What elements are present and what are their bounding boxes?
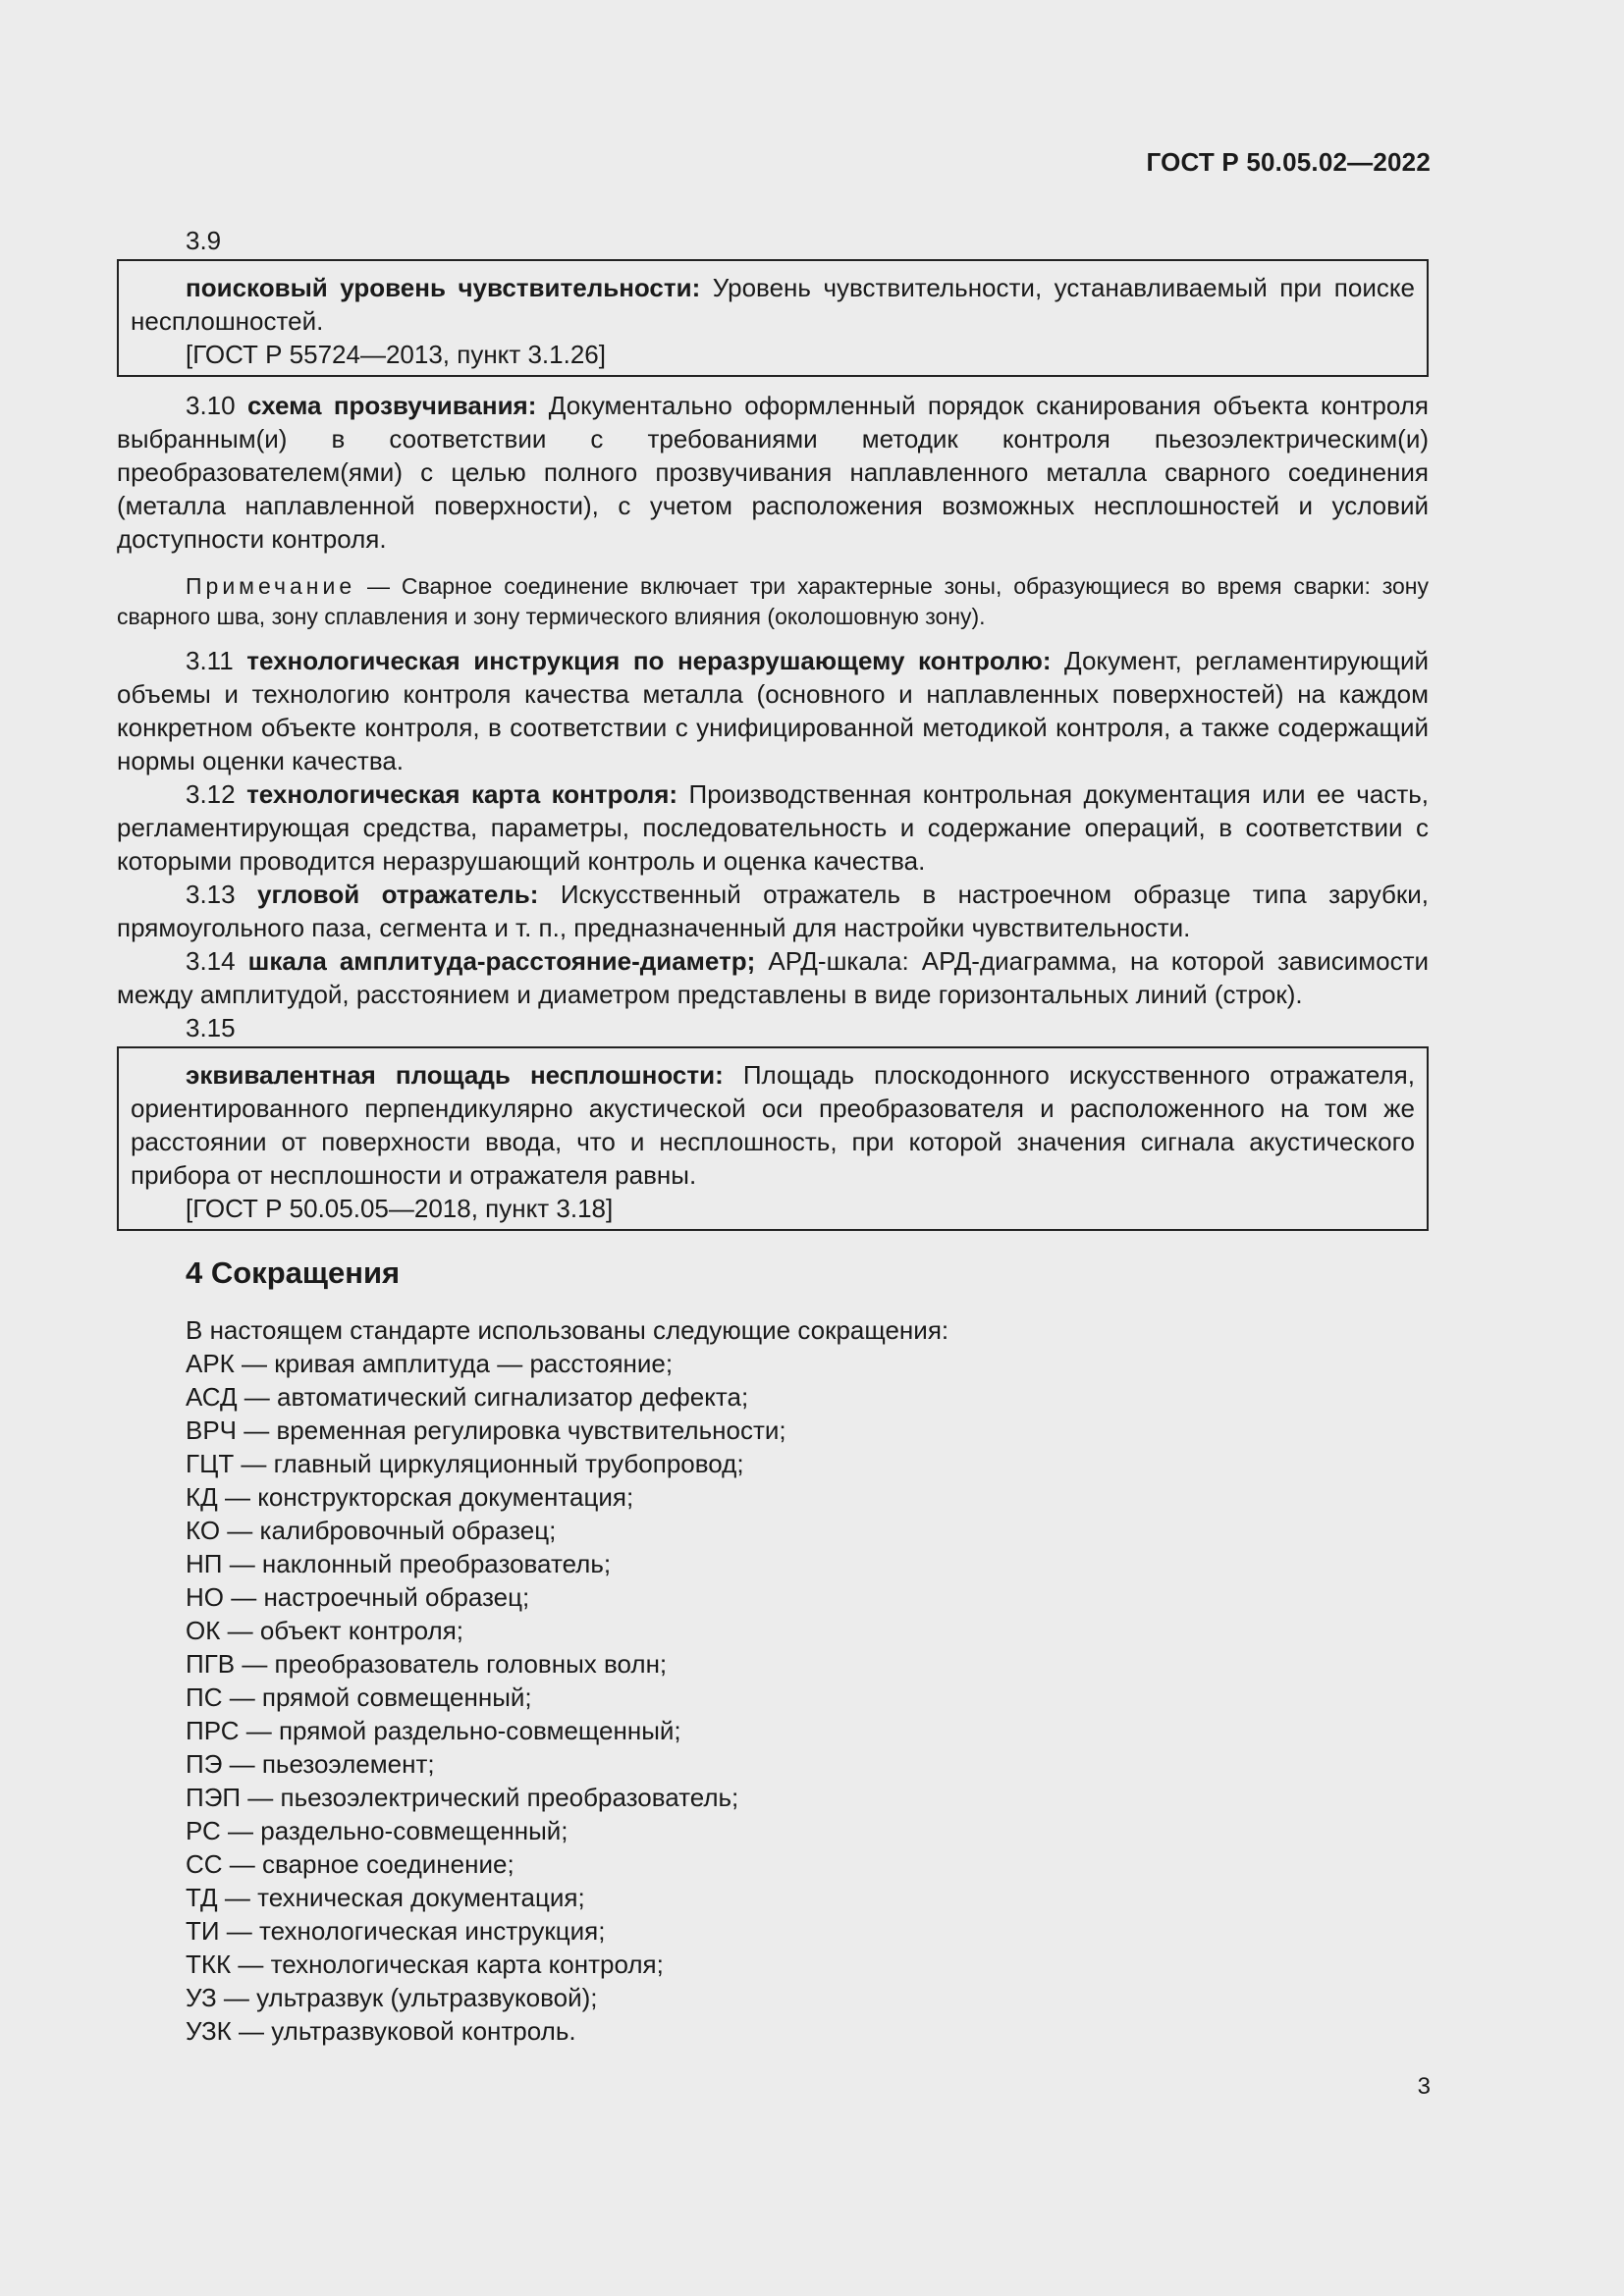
note-text: — Сварное соединение включает три характерные зоны, образующиеся во время сварки: зону сварного шва, зону сплавления и зону термического влияния (околошовную зону). bbox=[117, 573, 1429, 629]
definition-text-3-9: Уровень чувствительности, устанавливаемый при поиске несплошностей. bbox=[131, 273, 1415, 336]
definition-3-10 bbox=[117, 389, 1429, 556]
abbreviation-item: ПГВ — преобразователь головных волн; bbox=[186, 1649, 668, 1679]
abbreviation-item: ТИ — технологическая инструкция; bbox=[186, 1916, 606, 1946]
abbreviation-item: ПС — прямой совмещенный; bbox=[186, 1682, 532, 1712]
section-title-4: 4 Сокращения bbox=[186, 1255, 401, 1290]
abbreviation-item: ТД — техническая документация; bbox=[186, 1883, 585, 1912]
abbreviation-item: РС — раздельно-совмещенный; bbox=[186, 1816, 568, 1845]
page-content bbox=[117, 224, 1429, 2048]
term-3-10: схема прозвучивания: bbox=[247, 391, 537, 420]
definition-3-13 bbox=[117, 878, 1429, 944]
note-3-10 bbox=[117, 571, 1429, 632]
abbreviation-item: КО — калибровочный образец; bbox=[186, 1516, 557, 1545]
term-number-3-10: 3.10 bbox=[186, 391, 248, 420]
definition-3-11 bbox=[117, 644, 1429, 777]
term-3-13: угловой отражатель: bbox=[256, 880, 539, 909]
definition-3-9 bbox=[131, 271, 1415, 338]
abbreviation-item: СС — сварное соединение; bbox=[186, 1849, 514, 1879]
abbreviation-list bbox=[117, 1347, 1429, 2048]
definition-text-3-14: АРД-шкала: АРД-диаграмма, на которой зависимости между амплитудой, расстоянием и диаметром представлены в виде горизонтальных линий (строк). bbox=[117, 946, 1430, 1009]
abbreviation-item: УЗК — ультразвуковой контроль. bbox=[186, 2016, 576, 2046]
term-number-3-9: 3.9 bbox=[186, 226, 222, 255]
term-number-3-11: 3.11 bbox=[186, 646, 247, 675]
page-number: 3 bbox=[1417, 2073, 1431, 2100]
definition-text-3-10: Документально оформленный порядок сканирования объекта контроля выбранным(и) в соответствии с требованиями методик контроля пьезоэлектрическим(и) преобразователем(ями) с целью полного прозвучивания наплавленного металла сварного соединения (металла наплавленной поверхности), с учетом расположения возможных несплошностей и условий доступности контроля. bbox=[117, 391, 1430, 554]
term-3-14: шкала амплитуда-расстояние-диаметр; bbox=[247, 946, 756, 976]
section-intro: В настоящем стандарте использованы следующие сокращения: bbox=[186, 1315, 949, 1345]
note-label: Примечание bbox=[186, 573, 356, 599]
source-reference-3-15: [ГОСТ Р 50.05.05—2018, пункт 3.18] bbox=[186, 1194, 614, 1223]
definition-3-15 bbox=[131, 1058, 1415, 1192]
abbreviation-item: АСД — автоматический сигнализатор дефекта; bbox=[186, 1382, 749, 1412]
term-3-12: технологическая карта контроля: bbox=[246, 779, 678, 809]
term-number-3-14: 3.14 bbox=[186, 946, 248, 976]
definition-box-3-9 bbox=[117, 259, 1429, 377]
abbreviation-item: ОК — объект контроля; bbox=[186, 1616, 464, 1645]
definition-3-14 bbox=[117, 944, 1429, 1011]
term-3-9: поисковый уровень чувствительности: bbox=[186, 273, 701, 302]
definition-3-12 bbox=[117, 777, 1429, 878]
definition-text-3-12: Производственная контрольная документация или ее часть, регламентирующая средства, параметры, последовательность и содержание операций, в соответствии с которыми проводится неразрушающий контроль и оценка качества. bbox=[117, 779, 1429, 876]
abbreviation-item: ПЭП — пьезоэлектрический преобразователь; bbox=[186, 1783, 739, 1812]
term-number-3-13: 3.13 bbox=[186, 880, 257, 909]
term-number-3-15: 3.15 bbox=[186, 1013, 236, 1042]
abbreviation-item: УЗ — ультразвук (ультразвуковой); bbox=[186, 1983, 598, 2012]
term-3-15: эквивалентная площадь несплошности: bbox=[186, 1060, 724, 1090]
term-3-11: технологическая инструкция по неразрушающему контролю: bbox=[246, 646, 1052, 675]
term-number-3-12: 3.12 bbox=[186, 779, 247, 809]
abbreviation-item: КД — конструкторская документация; bbox=[186, 1482, 634, 1512]
abbreviation-item: НО — настроечный образец; bbox=[186, 1582, 530, 1612]
abbreviation-item: ПЭ — пьезоэлемент; bbox=[186, 1749, 435, 1779]
abbreviation-item: НП — наклонный преобразователь; bbox=[186, 1549, 612, 1578]
abbreviation-item: ПРС — прямой раздельно-совмещенный; bbox=[186, 1716, 681, 1745]
document-id-header: ГОСТ Р 50.05.02—2022 bbox=[1146, 147, 1431, 177]
abbreviation-item: ГЦТ — главный циркуляционный трубопровод; bbox=[186, 1449, 744, 1478]
definition-text-3-13: Искусственный отражатель в настроечном образце типа зарубки, прямоугольного паза, сегмента и т. п., предназначенный для настройки чувствительности. bbox=[117, 880, 1429, 942]
abbreviation-item: ВРЧ — временная регулировка чувствительности; bbox=[186, 1415, 786, 1445]
abbreviation-item: ТКК — технологическая карта контроля; bbox=[186, 1949, 664, 1979]
definition-text-3-11: Документ, регламентирующий объемы и технологию контроля качества металла (основного и наплавленных поверхностей) на каждом конкретном объекте контроля, в соответствии с унифицированной методикой контроля, а также содержащий нормы оценки качества. bbox=[117, 646, 1429, 775]
definition-text-3-15: Площадь плоскодонного искусственного отражателя, ориентированного перпендикулярно акустической оси преобразователя и расположенного на том же расстоянии от поверхности ввода, что и несплошность, при которой значения сигнала акустического прибора от несплошности и отражателя равны. bbox=[131, 1060, 1415, 1190]
definition-box-3-15 bbox=[117, 1046, 1429, 1231]
source-reference-3-9: [ГОСТ Р 55724—2013, пункт 3.1.26] bbox=[186, 340, 606, 369]
abbreviation-item: АРК — кривая амплитуда — расстояние; bbox=[186, 1349, 674, 1378]
